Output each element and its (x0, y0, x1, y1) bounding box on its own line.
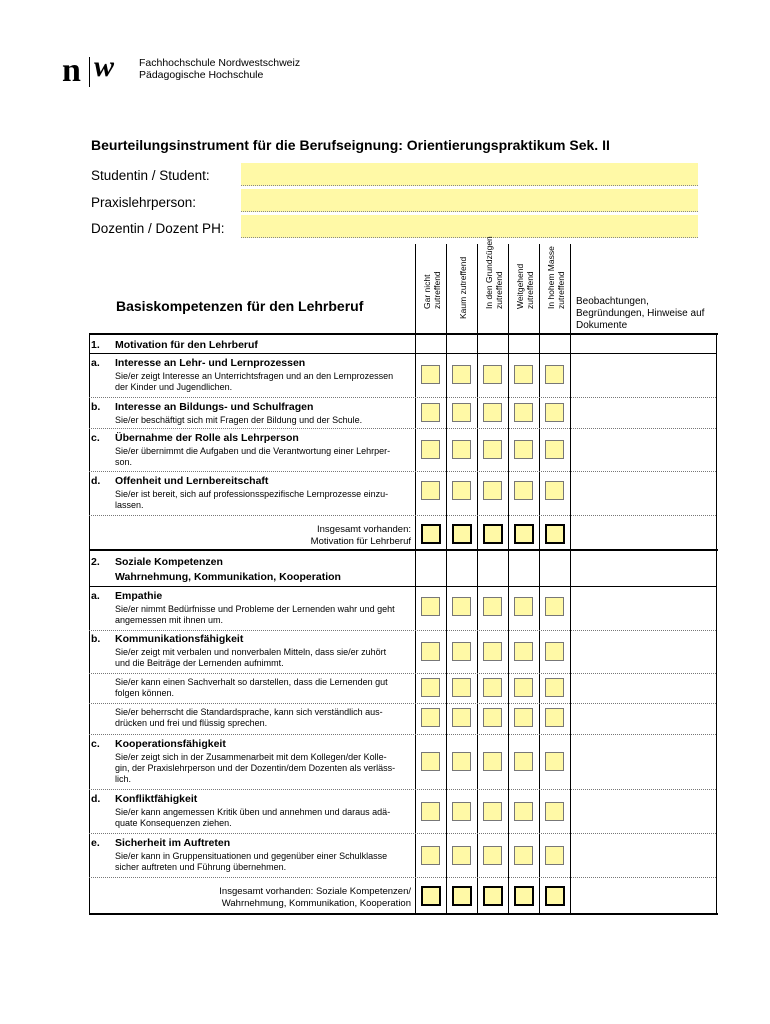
item-title: Übernahme der Rolle als Lehrperson (115, 432, 299, 444)
section-2-total-label: Insgesamt vorhanden: Soziale Kompetenzen/ Wahrnehmung, Kommunikation, Kooperation (219, 886, 411, 909)
col-line (716, 334, 717, 914)
section-rule (89, 913, 718, 915)
item-desc: Sie/er zeigt sich in der Zusammenarbeit mit dem Kollegen/der Kolle- gin, der Praxislehrperson und der Dozentin/dem Dozenten als verläss- lich. (115, 752, 396, 784)
item-letter: e. (91, 837, 100, 849)
institution-name (139, 57, 300, 81)
row-divider (89, 703, 716, 704)
rating-checkbox[interactable] (483, 642, 502, 661)
rating-checkbox[interactable] (421, 440, 440, 459)
rating-checkbox[interactable] (452, 802, 471, 821)
row-divider (89, 833, 716, 834)
student-label: Studentin / Student: (91, 168, 210, 183)
total-rating-checkbox[interactable] (483, 524, 503, 544)
row-divider (89, 397, 716, 398)
col-header-grundzuege: In den Grundzügen zutreffend (483, 236, 504, 309)
rating-checkbox[interactable] (452, 642, 471, 661)
total-rating-checkbox[interactable] (421, 524, 441, 544)
rating-checkbox[interactable] (514, 403, 533, 422)
rating-checkbox[interactable] (514, 481, 533, 500)
rating-checkbox[interactable] (514, 846, 533, 865)
total-rating-checkbox[interactable] (545, 524, 565, 544)
logo-divider (89, 57, 90, 87)
row-divider (89, 471, 716, 472)
rating-checkbox[interactable] (545, 365, 564, 384)
rating-checkbox[interactable] (452, 708, 471, 727)
rating-checkbox[interactable] (545, 597, 564, 616)
col-line (508, 244, 509, 914)
total-rating-checkbox[interactable] (452, 524, 472, 544)
item-letter: b. (91, 633, 101, 645)
rating-checkbox[interactable] (545, 846, 564, 865)
grid-heading: Basiskompetenzen für den Lehrberuf (116, 298, 364, 314)
rating-checkbox[interactable] (545, 708, 564, 727)
item-letter: d. (91, 475, 101, 487)
rating-checkbox[interactable] (483, 365, 502, 384)
section-rule (89, 333, 718, 335)
item-desc: Sie/er zeigt Interesse an Unterrichtsfragen und an den Lernprozessen der Kinder und Jugendlichen. (115, 371, 394, 392)
total-rating-checkbox[interactable] (452, 886, 472, 906)
item-desc: Sie/er übernimmt die Aufgaben und die Verantwortung einer Lehrper- son. (115, 446, 391, 467)
rating-checkbox[interactable] (545, 802, 564, 821)
rating-checkbox[interactable] (483, 752, 502, 771)
section-1-total-label: Insgesamt vorhanden: Motivation für Lehrberuf (310, 524, 411, 547)
col-line (539, 244, 540, 914)
col-line (446, 244, 447, 914)
rating-checkbox[interactable] (421, 597, 440, 616)
rating-checkbox[interactable] (452, 481, 471, 500)
rating-checkbox[interactable] (545, 642, 564, 661)
rating-checkbox[interactable] (514, 597, 533, 616)
rating-checkbox[interactable] (421, 365, 440, 384)
row-divider (89, 515, 716, 516)
row-divider (89, 789, 716, 790)
item-title: Sicherheit im Auftreten (115, 837, 231, 849)
item-title: Konfliktfähigkeit (115, 793, 198, 805)
section-1-title: Motivation für den Lehrberuf (115, 339, 258, 351)
rating-checkbox[interactable] (483, 597, 502, 616)
rating-checkbox[interactable] (452, 752, 471, 771)
row-divider (89, 353, 716, 354)
rating-checkbox[interactable] (452, 365, 471, 384)
item-letter: d. (91, 793, 101, 805)
rating-checkbox[interactable] (421, 708, 440, 727)
item-title: Kommunikationsfähigkeit (115, 633, 244, 645)
rating-checkbox[interactable] (545, 481, 564, 500)
item-title: Empathie (115, 590, 163, 602)
rating-checkbox[interactable] (514, 642, 533, 661)
rating-checkbox[interactable] (483, 403, 502, 422)
row-divider (89, 630, 716, 631)
item-letter: a. (91, 590, 100, 602)
col-header-weitgehend: Weitgehend zutreffend (514, 263, 535, 309)
rating-checkbox[interactable] (483, 846, 502, 865)
col-header-hohem-masse: In hohem Masse zutreffend (545, 246, 566, 309)
item-desc: Sie/er zeigt mit verbalen und nonverbalen Mitteln, dass sie/er zuhört und die Beiträge der Lernenden aufnimmt. (115, 647, 387, 668)
rating-checkbox[interactable] (452, 440, 471, 459)
rating-checkbox[interactable] (545, 403, 564, 422)
col-line (570, 244, 571, 914)
item-letter: c. (91, 738, 100, 750)
rating-checkbox[interactable] (421, 846, 440, 865)
total-rating-checkbox[interactable] (514, 524, 534, 544)
rating-checkbox[interactable] (545, 752, 564, 771)
rating-checkbox[interactable] (514, 708, 533, 727)
item-title: Offenheit und Lernbereitschaft (115, 475, 269, 487)
col-line (477, 244, 478, 914)
rating-checkbox[interactable] (452, 678, 471, 697)
section-2-subtitle: Wahrnehmung, Kommunikation, Kooperation (115, 571, 341, 583)
rating-checkbox[interactable] (483, 678, 502, 697)
row-divider (89, 877, 716, 878)
item-title: Interesse an Bildungs- und Schulfragen (115, 401, 314, 413)
rating-checkbox[interactable] (545, 678, 564, 697)
col-header-kaum: Kaum zutreffend (457, 256, 468, 319)
item-desc: Sie/er ist bereit, sich auf professionsspezifische Lernprozesse einzu- lassen. (115, 489, 389, 510)
section-rule (89, 549, 718, 551)
praxislehrperson-field[interactable] (241, 189, 698, 212)
dozent-label: Dozentin / Dozent PH: (91, 221, 225, 236)
item-desc: Sie/er kann in Gruppensituationen und gegenüber einer Schulklasse sicher auftreten und Führung übernehmen. (115, 851, 388, 872)
praxislehrperson-label: Praxislehrperson: (91, 195, 197, 210)
section-2-title: Soziale Kompetenzen (115, 556, 223, 568)
rating-checkbox[interactable] (452, 403, 471, 422)
row-divider (89, 734, 716, 735)
rating-checkbox[interactable] (483, 481, 502, 500)
dozent-field[interactable] (241, 215, 698, 238)
col-line (89, 334, 90, 914)
item-desc: Sie/er beschäftigt sich mit Fragen der Bildung und der Schule. (115, 415, 363, 425)
logo-w: w (94, 50, 115, 83)
item-desc: Sie/er nimmt Bedürfnisse und Probleme der Lernenden wahr und geht angemessen mit ihnen um. (115, 604, 395, 625)
student-field[interactable] (241, 163, 698, 186)
row-divider (89, 673, 716, 674)
item-letter: a. (91, 357, 100, 369)
rating-checkbox[interactable] (514, 440, 533, 459)
item-letter: b. (91, 401, 101, 413)
rating-checkbox[interactable] (421, 752, 440, 771)
rating-checkbox[interactable] (421, 678, 440, 697)
rating-checkbox[interactable] (514, 752, 533, 771)
logo-n: n (62, 52, 80, 89)
section-2-number: 2. (91, 556, 100, 568)
row-divider (89, 586, 716, 587)
item-letter: c. (91, 432, 100, 444)
institution-line-1: Fachhochschule Nordwestschweiz (139, 57, 301, 69)
item-desc: Sie/er beherrscht die Standardsprache, kann sich verständlich aus- drücken und frei und flüssig sprechen. (115, 707, 383, 728)
observations-header: Beobachtungen, Begründungen, Hinweise auf Dokumente (576, 296, 705, 331)
institution-line-2: Pädagogische Hochschule (139, 69, 264, 81)
rating-checkbox[interactable] (514, 678, 533, 697)
section-1-number: 1. (91, 339, 100, 351)
rating-checkbox[interactable] (514, 802, 533, 821)
page-title: Beurteilungsinstrument für die Berufseignung: Orientierungspraktikum Sek. II (91, 137, 610, 153)
col-header-gar-nicht: Gar nicht zutreffend (421, 271, 442, 309)
rating-checkbox[interactable] (545, 440, 564, 459)
total-rating-checkbox[interactable] (545, 886, 565, 906)
row-divider (89, 428, 716, 429)
total-rating-checkbox[interactable] (483, 886, 503, 906)
col-line (415, 244, 416, 914)
item-title: Kooperationsfähigkeit (115, 738, 226, 750)
item-desc: Sie/er kann einen Sachverhalt so darstellen, dass die Lernenden gut folgen können. (115, 677, 388, 698)
rating-checkbox[interactable] (421, 403, 440, 422)
rating-checkbox[interactable] (421, 481, 440, 500)
total-rating-checkbox[interactable] (514, 886, 534, 906)
item-title: Interesse an Lehr- und Lernprozessen (115, 357, 306, 369)
rating-checkbox[interactable] (483, 440, 502, 459)
rating-checkbox[interactable] (421, 642, 440, 661)
rating-checkbox[interactable] (514, 365, 533, 384)
rating-checkbox[interactable] (483, 708, 502, 727)
item-desc: Sie/er kann angemessen Kritik üben und annehmen und daraus adä- quate Konsequenzen ziehen. (115, 807, 391, 828)
rating-checkbox[interactable] (452, 597, 471, 616)
rating-checkbox[interactable] (452, 846, 471, 865)
rating-checkbox[interactable] (421, 802, 440, 821)
rating-checkbox[interactable] (483, 802, 502, 821)
total-rating-checkbox[interactable] (421, 886, 441, 906)
